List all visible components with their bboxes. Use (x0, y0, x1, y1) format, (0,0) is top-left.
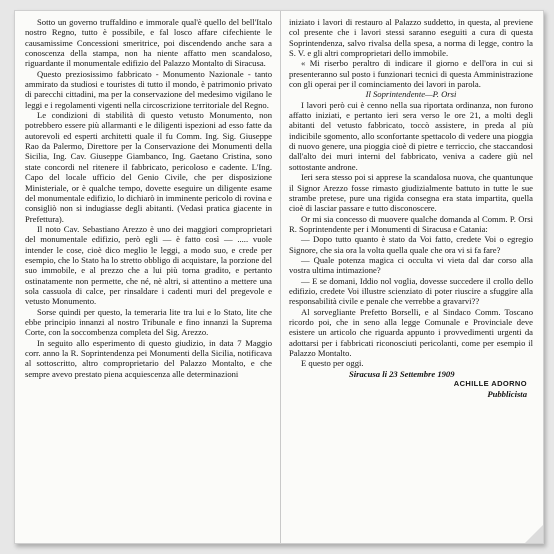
scanned-page (14, 10, 544, 544)
signatory-heading: Il Soprintendente—P. Orsi (365, 89, 457, 100)
left-paragraph: Sorse quindi per questo, la temeraria lite tra lui e lo Stato, lite che ebbe principio innanzi al nostro Tribunale e fino innanzi la Suprema Corte, con la soccombenza completa del Sig. Arezzo. (25, 306, 272, 338)
left-paragraph: Il noto Cav. Sebastiano Arezzo è uno dei maggiori comproprietari del monumentale edifizio, però egli — è fatto così — ..... vuole intender le cose, cioè dico meglio le leggi, a modo suo, e crede per esempio, che lo Stato ha lo stretto obbligo di acquistare, la porzione del suo immobile, e al prezzo che a lui più torna gradito, e pertanto ostinatamente non permette, che né, nè altri, si attentino a mettere una sola cassuola di calce, per rinsaldare i cadenti muri del pregevole e vetusto Monumento. (25, 223, 272, 307)
dateline: Siracusa li 23 Settembre 1909 (349, 368, 455, 379)
left-column (25, 17, 272, 537)
column-divider (280, 11, 281, 543)
page-curl (525, 525, 543, 543)
left-paragraph: Le condizioni di stabilità di questo vetusto Monumento, non potrebbero essere più allarmanti e le diligenti ispezioni ad esso fatte da autorevoli ed esperti architetti quale il fu Comm. Ing. Sig. Giuseppe Rao da Palermo, Direttore per la Conservazione dei Monumenti della Sicilia, Ing. Cav. Giuseppe Giambanco, Ing. Gaetano Cristina, sono state concordi nel ritenere il fabbricato, pericoloso e cadente. L'Ing. Capo del locale ufficio del Genio Civile, che per disposizione Ministeriale, or è qualche tempo, dovette eseguire un diligente esame del monumentale edifizio, lo dichiarò in imminente pericolo di rovina e consigliò non si indugiasse degli abitanti. (Vedasi pratica giacente in Prefettura). (25, 110, 272, 224)
right-paragraph: Al sorvegliante Prefetto Borselli, e al Sindaco Comm. Toscano ricordo poi, che in seno alla legge Comunale e Provinciale deve esistere un articolo che riguarda appunto i provvedimenti urgenti da adottarsi per i fabbricati riconosciuti pericolanti, come per esempio il Palazzo Montalto. (289, 306, 533, 358)
right-paragraph: — E se domani, Iddio nol voglia, dovesse succedere il crollo dello edifizio, credete Voi illustre scienziato di poter riuscire a sfuggire alla responsabilità civile e penale che verrebbe a gravarvi?? (289, 275, 533, 307)
right-intro-paragraph: iniziato i lavori di restauro al Palazzo suddetto, in questa, al previene col presente che i lavori stessi saranno eseguiti a cura di questa Soprintendenza, salvo rivalsa della spesa, a norma di legge, contro la S. V. e gli altri comproprietari dello immobile. (289, 17, 533, 59)
right-column (289, 17, 533, 537)
left-paragraph: Questo preziosissimo fabbricato - Monumento Nazionale - tanto ammirato da studiosi e touristes di tutto il mondo, è patrimonio privato di parecchi cittadini, ma per la conservazione del medesimo vigilano le leggi e i regolamenti vigenti nella circoscrizione territoriale del Regno. (25, 68, 272, 110)
left-paragraph: In seguito allo esperimento di questo giudizio, in data 7 Maggio corr. anno la R. Soprintendenza pei Monumenti della Sicilia, notificava al sottoscritto, altro comproprietario del Palazzo Montalto, e che sempre avevo prestato piena acquiescenza alle determinazioni (25, 337, 272, 379)
right-paragraph: E questo per oggi. (301, 358, 364, 369)
signature-role-row (289, 389, 533, 399)
signature-name: ACHILLE ADORNO (453, 379, 527, 389)
signature-role: Pubblicista (487, 389, 527, 400)
right-paragraph: I lavori però cui è cenno nella sua riportata ordinanza, non furono affatto iniziati, e pertanto ieri sera verso le ore 21, a molti degli abitanti del vetusto fabbricato, toccò assistere, in preda al più indicibile sgomento, allo sconfortante spettacolo di vedere una pioggia di nuovo genere, una pioggia cioè di pietre e terriccio, che staccandosi dall'alto dei muri interni del fabbricato, veniva a cadere giù nel sottostante androne. (289, 99, 533, 172)
right-paragraph: — Quale potenza magica ci occulta vi vieta dal dar corso alla vostra ultima intimazione? (289, 254, 533, 276)
right-paragraph: — Dopo tutto quanto è stato da Voi fatto, credete Voi o egregio Signore, che sia ora la volta quella quale che ora vi si fa fare? (289, 234, 533, 255)
signature-block (289, 379, 533, 389)
right-paragraph: Ieri sera stesso poi si apprese la scandalosa nuova, che quantunque il Signor Arezzo fosse rimasto giudizialmente battuto in tutte le sue strambe pretese, pure una rigida consegna era stata impartita, quella cioè di lasciar passare e tutto disconoscere. (289, 172, 533, 214)
left-paragraph: Sotto un governo truffaldino e immorale qual'è quello del bell'Italo nostro Regno, tutto è possibile, e fal losco affare cifechiente le causamissime Concessioni smeritrice, poi discendendo anche sara a conoscenza della stampa, non ha niente affatto men scandaloso, riguardante il monumentale edifizio del Palazzo Montalto di Siracusa. (25, 17, 272, 69)
right-paragraph: Or mi sia concesso di muovere qualche domanda al Comm. P. Orsi R. Soprintendente per i Monumenti di Siracusa e Catania: (289, 213, 533, 234)
right-intro-paragraph: « Mi riserbo peraltro di indicare il giorno e dell'ora in cui si presenteranno sul posto i funzionari tecnici di questa Amministrazione con gli operai per il cominciamento dei lavori in parola. (289, 58, 533, 90)
